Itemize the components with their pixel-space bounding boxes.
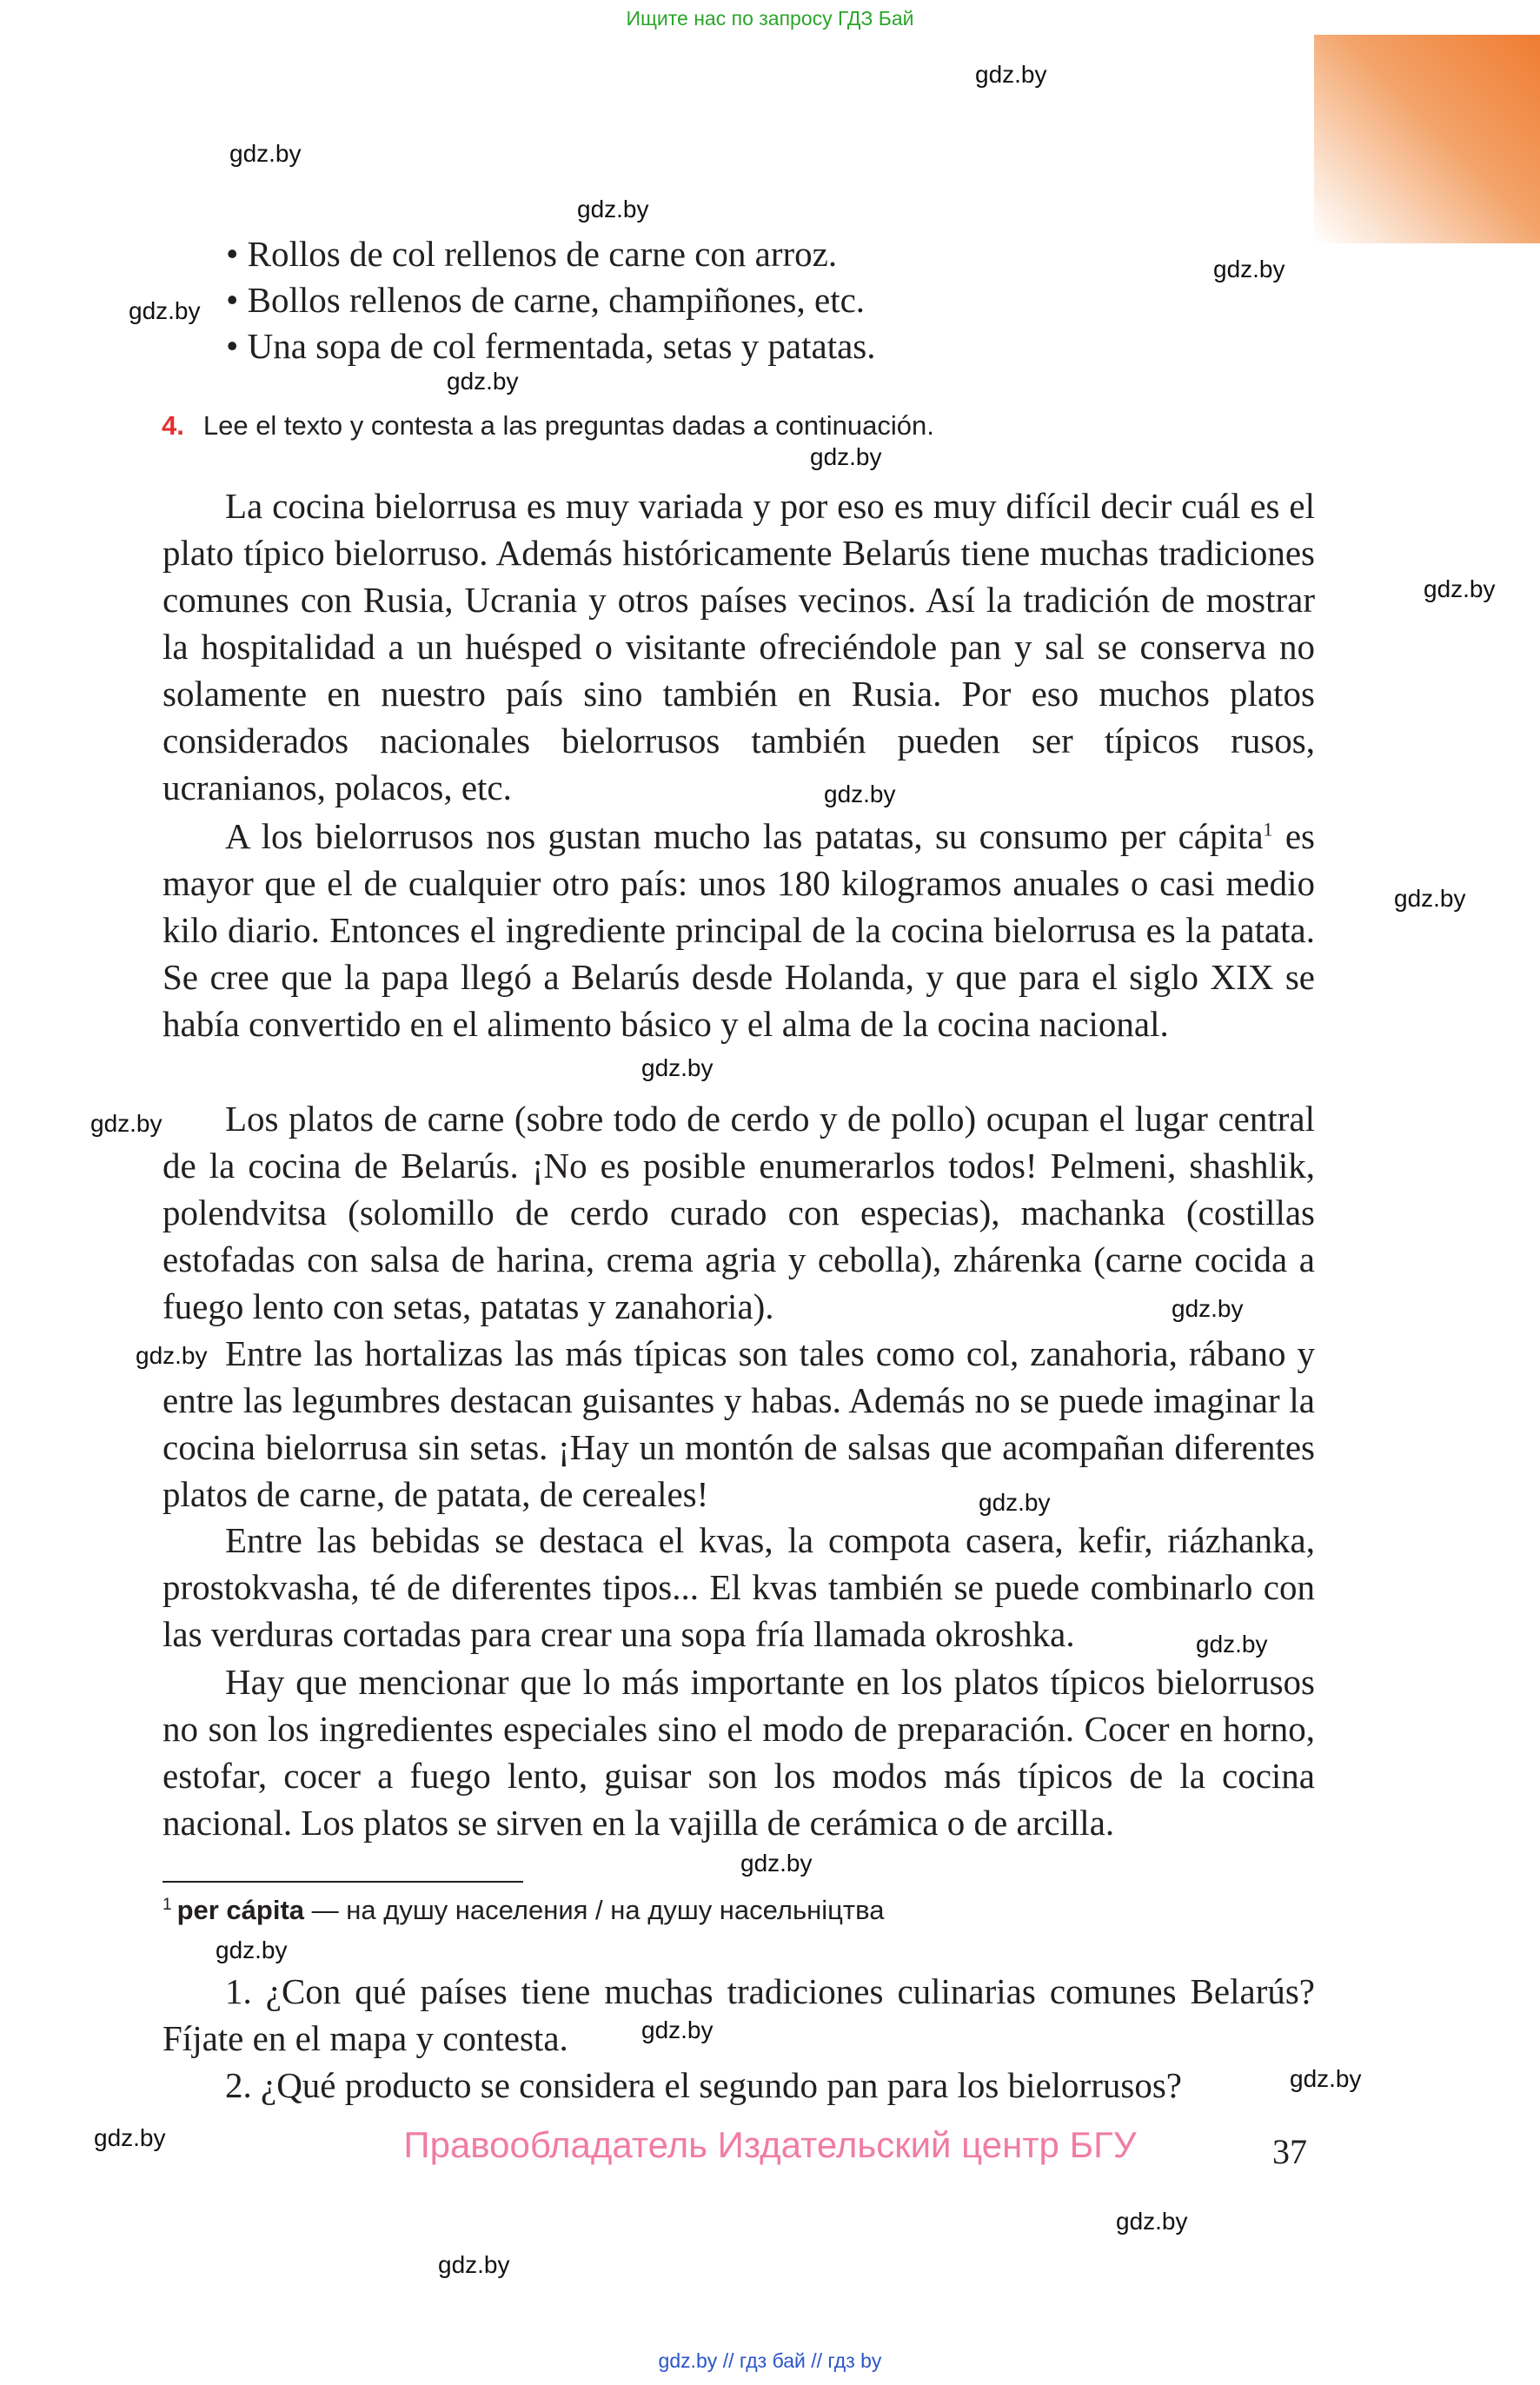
watermark: gdz.by — [94, 2124, 166, 2151]
copyright-notice: Правообладатель Издательский центр БГУ — [403, 2124, 1137, 2165]
watermark: gdz.by — [810, 443, 882, 470]
top-banner: Ищите нас по запросу ГДЗ Бай — [626, 7, 914, 30]
paragraph-6: Hay que mencionar que lo más importante en los platos típicos bielorrusos no son los ingredientes especiales sino el modo de preparación. Cocer en horno, estofar, cocer a fuego lento, guisar son los modos más típicos de la cocina nacional. Los platos se sirven en la vajilla de cerámica o de arcilla. — [163, 1662, 1315, 1843]
watermark: gdz.by — [447, 368, 519, 395]
paragraph-5: Entre las bebidas se destaca el kvas, la compota casera, kefir, riázhanka, prostokvasha, té de diferentes tipos... El kvas también se puede combinarlo con las verduras cortadas para crear una sopa fría llamada okroshka. — [163, 1520, 1315, 1654]
watermark: gdz.by — [1394, 885, 1466, 912]
task-heading — [162, 410, 934, 442]
watermark: gdz.by — [438, 2251, 510, 2278]
watermark: gdz.by — [1196, 1631, 1268, 1658]
watermark: gdz.by — [975, 61, 1047, 88]
watermark: gdz.by — [641, 1054, 714, 1081]
watermark: gdz.by — [136, 1342, 208, 1369]
task-number: 4. — [162, 410, 184, 441]
question-1: 1. ¿Con qué países tiene muchas tradiciones culinarias comunes Belarús? Fíjate en el mapa y contesta. — [163, 1971, 1315, 2058]
question-2: 2. ¿Qué producto se considera el segundo pan para los bielorrusos? — [225, 2065, 1182, 2105]
watermark: gdz.by — [1116, 2208, 1188, 2235]
paragraph-2 — [163, 813, 1315, 1047]
watermark: gdz.by — [641, 2016, 714, 2043]
footnote-divider — [163, 1881, 523, 1883]
bullet-list — [226, 231, 876, 369]
watermark: gdz.by — [129, 297, 201, 324]
watermark: gdz.by — [577, 196, 649, 223]
watermark: gdz.by — [1213, 256, 1285, 282]
footer-links[interactable]: gdz.by // гдз бай // гдз by — [658, 2349, 882, 2372]
watermark: gdz.by — [824, 781, 896, 807]
watermark: gdz.by — [1172, 1295, 1244, 1322]
list-item: • Rollos de col rellenos de carne con arroz. — [226, 234, 838, 274]
paragraph-3: Los platos de carne (sobre todo de cerdo y de pollo) ocupan el lugar central de la cocina de Belarús. ¡No es posible enumerarlos todos! Pelmeni, shashlik, polendvitsa (solomillo de cerdo curado con especias), machanka (costillas estofadas con salsa de harina, crema agria y cebolla), zhárenka (carne cocida a fuego lento con setas, patatas y zanahoria). — [163, 1099, 1315, 1326]
footnote-text: — на душу населения / на душу насельніцтва — [304, 1895, 885, 1925]
list-item: • Una sopa de col fermentada, setas y patatas. — [226, 326, 876, 366]
paragraph-4: Entre las hortalizas las más típicas son tales como col, zanahoria, rábano y entre las legumbres destacan guisantes y habas. Además no se puede imaginar la cocina bielorrusa sin setas. ¡Hay un montón de salsas que acompañan diferentes platos de carne, de patata, de cereales! — [163, 1333, 1315, 1514]
watermark: gdz.by — [979, 1489, 1051, 1516]
paragraph-1: La cocina bielorrusa es muy variada y por eso es muy difícil decir cuál es el plato típico bielorruso. Además históricamente Belarús tiene muchas tradiciones comunes con Rusia, Ucrania y otros países vecinos. Así la tradición de mostrar la hospitalidad a un huésped o visitante ofreciéndole pan y sal se conserva no solamente en nuestro país sino también en Rusia. Por eso muchos platos considerados nacionales bielorrusos también pueden ser típicos rusos, ucranianos, polacos, etc. — [163, 486, 1315, 807]
footnote — [163, 1895, 884, 1926]
task-instruction: Lee el texto y contesta a las preguntas dadas a continuación. — [202, 410, 934, 441]
footnote-term: per cápita — [176, 1895, 305, 1925]
page-number: 37 — [1272, 2132, 1307, 2171]
footnote-mark: 1 — [163, 1895, 172, 1914]
paragraph-2-text: A los bielorrusos nos gustan mucho las patatas, su consumo per cápita — [225, 816, 1264, 856]
footnote-reference: 1 — [1263, 818, 1273, 840]
watermark: gdz.by — [1290, 2065, 1362, 2092]
watermark: gdz.by — [216, 1937, 288, 1963]
paragraph-2-text-cont: es mayor que el de cualquier otro país: unos 180 kilogramos anuales o casi medio kilo diario. Entonces el ingrediente principal de la cocina bielorrusa es la patata. Se cree que la papa llegó a Belarús desde Holanda, y que para el siglo XIX se había convertido en el alimento básico y el alma de la cocina nacional. — [163, 816, 1315, 1044]
watermark: gdz.by — [740, 1850, 813, 1877]
watermark: gdz.by — [1424, 575, 1496, 602]
watermark: gdz.by — [229, 140, 302, 167]
corner-accent-block — [1314, 35, 1540, 243]
list-item: • Bollos rellenos de carne, champiñones, etc. — [226, 280, 866, 320]
watermark: gdz.by — [90, 1110, 163, 1137]
